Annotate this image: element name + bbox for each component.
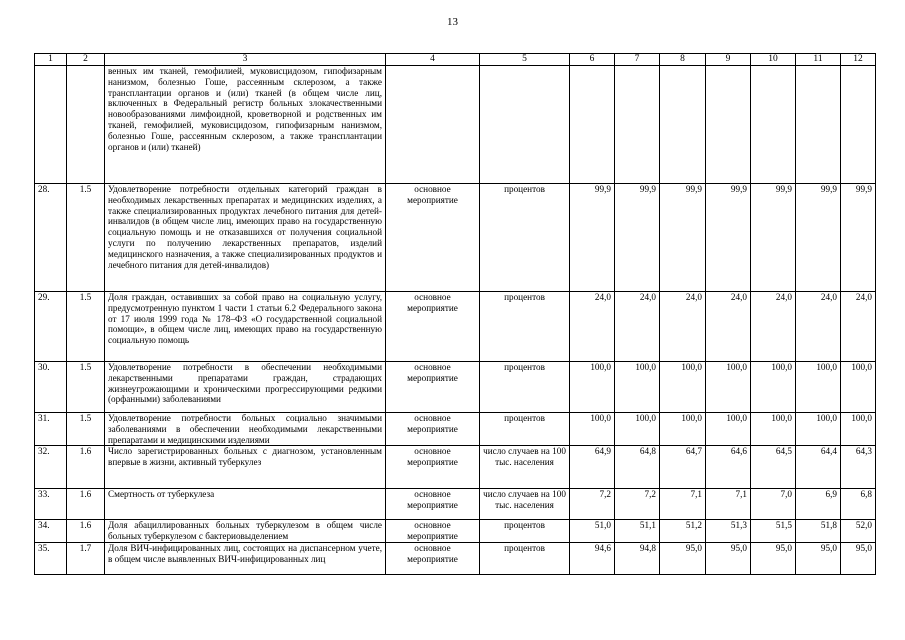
row-value: 24,0 (841, 292, 876, 362)
row-value: 95,0 (751, 542, 796, 574)
row-type: основное мероприятие (386, 489, 480, 520)
row-number: 35. (35, 542, 67, 574)
table-row (35, 542, 876, 574)
row-number: 30. (35, 362, 67, 413)
row-value: 51,8 (796, 520, 841, 543)
row-type: основное мероприятие (386, 542, 480, 574)
continuation-row (35, 66, 876, 184)
row-value: 100,0 (615, 362, 660, 413)
row-code: 1.6 (67, 489, 105, 520)
row-unit: процентов (480, 362, 570, 413)
row-description: Число зарегистрированных больных с диагнозом, установленным впервые в жизни, активный туберкулез (105, 446, 386, 489)
row-value: 100,0 (570, 413, 615, 446)
row-value: 100,0 (660, 413, 706, 446)
row-value: 64,9 (570, 446, 615, 489)
row-value: 99,9 (706, 184, 751, 292)
row-type: основное мероприятие (386, 446, 480, 489)
row-unit: процентов (480, 542, 570, 574)
row-value: 94,8 (615, 542, 660, 574)
row-value: 64,6 (706, 446, 751, 489)
row-number: 29. (35, 292, 67, 362)
row-description: Удовлетворение потребности в обеспечении необходимыми лекарственными препаратами граждан, страдающих жизнеугрожающими и хроническими прогрессирующими редкими (орфанными) заболеваниями (105, 362, 386, 413)
row-type: основное мероприятие (386, 520, 480, 543)
row-number: 31. (35, 413, 67, 446)
row-value: 99,9 (751, 184, 796, 292)
table-row (35, 489, 876, 520)
row-value: 99,9 (841, 184, 876, 292)
table-row (35, 184, 876, 292)
row-code: 1.5 (67, 292, 105, 362)
row-value: 64,8 (615, 446, 660, 489)
row-value: 64,7 (660, 446, 706, 489)
table-row (35, 520, 876, 543)
row-value: 24,0 (660, 292, 706, 362)
row-number: 33. (35, 489, 67, 520)
column-header: 3 (105, 54, 386, 66)
row-value: 95,0 (841, 542, 876, 574)
row-value: 100,0 (706, 362, 751, 413)
row-value: 100,0 (570, 362, 615, 413)
row-value: 52,0 (841, 520, 876, 543)
row-value: 100,0 (751, 413, 796, 446)
row-value: 99,9 (796, 184, 841, 292)
row-value: 24,0 (706, 292, 751, 362)
table-row (35, 292, 876, 362)
row-value: 95,0 (706, 542, 751, 574)
row-value: 51,1 (615, 520, 660, 543)
row-code: 1.5 (67, 184, 105, 292)
page-number: 13 (447, 16, 458, 28)
row-value: 51,0 (570, 520, 615, 543)
row-value: 100,0 (706, 413, 751, 446)
column-header: 2 (67, 54, 105, 66)
column-header: 12 (841, 54, 876, 66)
row-unit: процентов (480, 520, 570, 543)
row-unit: число случаев на 100 тыс. населения (480, 446, 570, 489)
row-value: 100,0 (796, 413, 841, 446)
row-value: 7,1 (706, 489, 751, 520)
row-type: основное мероприятие (386, 292, 480, 362)
row-type: основное мероприятие (386, 362, 480, 413)
column-header: 4 (386, 54, 480, 66)
row-value: 99,9 (615, 184, 660, 292)
row-description: Доля граждан, оставивших за собой право на социальную услугу, предусмотренную пунктом 1 части 1 статьи 6.2 Федерального закона от 17 июля 1999 года № 178–ФЗ «О государственной социальной помощи», в общем числе лиц, имеющих право на государственную социальную помощь (105, 292, 386, 362)
indicators-table (34, 53, 876, 575)
row-value: 100,0 (841, 413, 876, 446)
table-row (35, 446, 876, 489)
row-value: 100,0 (660, 362, 706, 413)
table-row (35, 362, 876, 413)
row-value: 51,2 (660, 520, 706, 543)
column-header: 9 (706, 54, 751, 66)
row-value: 51,5 (751, 520, 796, 543)
row-value: 64,4 (796, 446, 841, 489)
row-value: 7,1 (660, 489, 706, 520)
row-value: 6,8 (841, 489, 876, 520)
row-value: 95,0 (660, 542, 706, 574)
column-header: 8 (660, 54, 706, 66)
row-value: 100,0 (841, 362, 876, 413)
row-value: 51,3 (706, 520, 751, 543)
row-value: 99,9 (570, 184, 615, 292)
row-type: основное мероприятие (386, 413, 480, 446)
row-value: 7,0 (751, 489, 796, 520)
row-type: основное мероприятие (386, 184, 480, 292)
table-row (35, 413, 876, 446)
column-header: 1 (35, 54, 67, 66)
row-number: 34. (35, 520, 67, 543)
row-number: 28. (35, 184, 67, 292)
row-code: 1.6 (67, 446, 105, 489)
row-value: 24,0 (751, 292, 796, 362)
row-value: 100,0 (751, 362, 796, 413)
row-unit: число случаев на 100 тыс. населения (480, 489, 570, 520)
row-value: 24,0 (615, 292, 660, 362)
row-value: 24,0 (796, 292, 841, 362)
column-header: 6 (570, 54, 615, 66)
row-unit: процентов (480, 184, 570, 292)
row-value: 94,6 (570, 542, 615, 574)
column-header: 7 (615, 54, 660, 66)
row-code: 1.6 (67, 520, 105, 543)
row-code: 1.5 (67, 413, 105, 446)
row-value: 7,2 (570, 489, 615, 520)
column-header: 10 (751, 54, 796, 66)
row-value: 64,3 (841, 446, 876, 489)
row-value: 6,9 (796, 489, 841, 520)
row-description: Смертность от туберкулеза (105, 489, 386, 520)
column-header: 5 (480, 54, 570, 66)
row-value: 7,2 (615, 489, 660, 520)
row-value: 100,0 (615, 413, 660, 446)
row-code: 1.7 (67, 542, 105, 574)
row-value: 95,0 (796, 542, 841, 574)
continuation-description: венных им тканей, гемофилией, муковисцидозом, гипофизарным нанизмом, болезнью Гоше, рассеянным склерозом, а также трансплантации органов и (или) тканей (в общем числе лиц, включенных в Федеральный регистр больных злокачественными новообразованиями лимфоидной, кроветворной и родственных им тканей, гемофилией, муковисцидозом, гипофизарным нанизмом, болезнью Гоше, рассеянным склерозом, а также трансплантации органов и (или) тканей) (105, 66, 386, 184)
row-unit: процентов (480, 292, 570, 362)
row-number: 32. (35, 446, 67, 489)
row-description: Удовлетворение потребности отдельных категорий граждан в необходимых лекарственных препаратах и медицинских изделиях, а также специализированных продуктах лечебного питания для детей-инвалидов (в общем числе лиц, имеющих право на государственную социальную помощь и не отказавшихся от получения социальной услуги по получению лекарственных препаратов, изделий медицинского назначения, а также специализированных продуктов и лечебного питания для детей-инвалидов) (105, 184, 386, 292)
row-value: 24,0 (570, 292, 615, 362)
header-row (35, 54, 876, 66)
row-value: 100,0 (796, 362, 841, 413)
row-description: Удовлетворение потребности больных социально значимыми заболеваниями в обеспечении необходимыми лекарственными препаратами и медицинскими изделиями (105, 413, 386, 446)
row-description: Доля ВИЧ-инфицированных лиц, состоящих на диспансерном учете, в общем числе выявленных ВИЧ-инфицированных лиц (105, 542, 386, 574)
row-value: 99,9 (660, 184, 706, 292)
row-code: 1.5 (67, 362, 105, 413)
column-header: 11 (796, 54, 841, 66)
row-value: 64,5 (751, 446, 796, 489)
row-unit: процентов (480, 413, 570, 446)
row-description: Доля абациллированных больных туберкулезом в общем числе больных туберкулезом с бактериовыделением (105, 520, 386, 543)
